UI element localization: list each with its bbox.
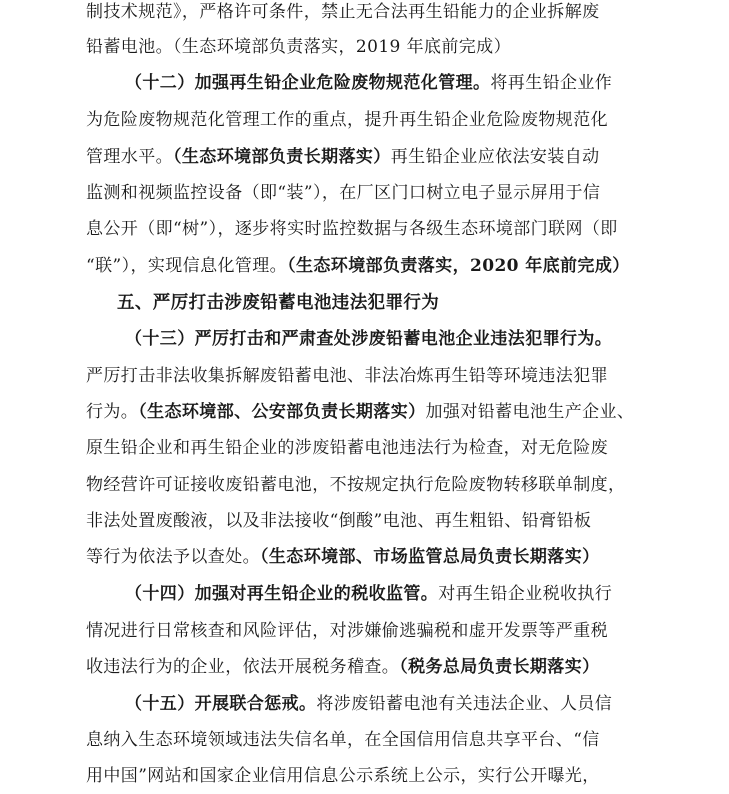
paragraph-line: 非法处置废酸液，以及非法接收“倒酸”电池、再生粗铅、铅膏铅板 — [86, 511, 592, 531]
paragraph-text: 加强对铅蓄电池生产企业、 — [425, 402, 635, 422]
paragraph-line: 严厉打击非法收集拆解废铅蓄电池、非法冶炼再生铅等环境违法犯罪 — [86, 366, 608, 386]
paragraph-line — [86, 146, 600, 168]
paragraph-line: 物经营许可证接收废铅蓄电池，不按规定执行危险废物转移联单制度， — [86, 475, 626, 495]
paragraph-text: 将涉废铅蓄电池有关违法企业、人员信 — [316, 694, 613, 714]
section-14-first-line — [125, 583, 612, 605]
paragraph-line: 息公开（即“树”），逐步将实时监控数据与各级生态环境部门联网（即 — [86, 219, 618, 239]
paragraph-text: 收违法行为的企业，依法开展税务稽查。 — [86, 657, 400, 677]
responsibility-note: （税务总局负责长期落实） — [399, 657, 600, 677]
paragraph-text: 行为。 — [86, 402, 139, 422]
paragraph-line: 息纳入生态环境领域违法失信名单，在全国信用信息共享平台、“信 — [86, 730, 600, 750]
section-12-first-line — [125, 72, 612, 94]
paragraph-text: 对再生铅企业税收执行 — [438, 584, 613, 604]
section-15-heading: （十五）开展联合惩戒。 — [125, 694, 317, 714]
responsibility-note: （生态环境部负责落实，2020 年底前完成） — [287, 256, 630, 276]
paragraph-text: 将再生铅企业作 — [490, 73, 613, 93]
paragraph-line — [86, 656, 600, 678]
paragraph-line: 原生铅企业和再生铅企业的涉废铅蓄电池违法行为检查，对无危险废 — [86, 438, 608, 458]
paragraph-line: 为危险废物规范化管理工作的重点，提升再生铅企业危险废物规范化 — [86, 110, 608, 130]
paragraph-line: 监测和视频监控设备（即“装”），在厂区门口树立电子显示屏用于信 — [86, 183, 601, 203]
section-12-heading: （十二）加强再生铅企业危险废物规范化管理。 — [125, 73, 491, 93]
section-15-first-line — [125, 693, 612, 715]
section-14-heading: （十四）加强对再生铅企业的税收监管。 — [125, 584, 439, 604]
responsibility-note: （生态环境部、市场监管总局负责长期落实） — [260, 547, 600, 567]
paragraph-line — [86, 401, 634, 423]
paragraph-line: 铅蓄电池。（生态环境部负责落实，2019 年底前完成） — [86, 37, 511, 57]
paragraph-text: “联”），实现信息化管理。 — [86, 256, 288, 276]
section-5-heading: 五、严厉打击涉废铅蓄电池违法犯罪行为 — [117, 293, 440, 313]
paragraph-text: 等行为依法予以查处。 — [86, 547, 260, 567]
paragraph-line — [86, 546, 600, 568]
responsibility-note: （生态环境部、公安部负责长期落实） — [138, 402, 426, 422]
section-13-heading: （十三）严厉打击和严肃查处涉废铅蓄电池企业违法犯罪行为。 — [125, 329, 613, 349]
paragraph-line — [86, 255, 630, 277]
section-13-first-line — [125, 328, 612, 350]
paragraph-text: 再生铅企业应依法安装自动 — [390, 147, 600, 167]
paragraph-line: 情况进行日常核查和风险评估，对涉嫌偷逃骗税和虚开发票等严重税 — [86, 621, 608, 641]
responsibility-note: （生态环境部负责长期落实） — [173, 147, 391, 167]
paragraph-line: 制技术规范》，严格许可条件，禁止无合法再生铅能力的企业拆解废 — [86, 2, 600, 22]
paragraph-line: 用中国”网站和国家企业信用信息公示系统上公示，实行公开曝光， — [86, 766, 600, 786]
paragraph-text: 管理水平。 — [86, 147, 173, 167]
